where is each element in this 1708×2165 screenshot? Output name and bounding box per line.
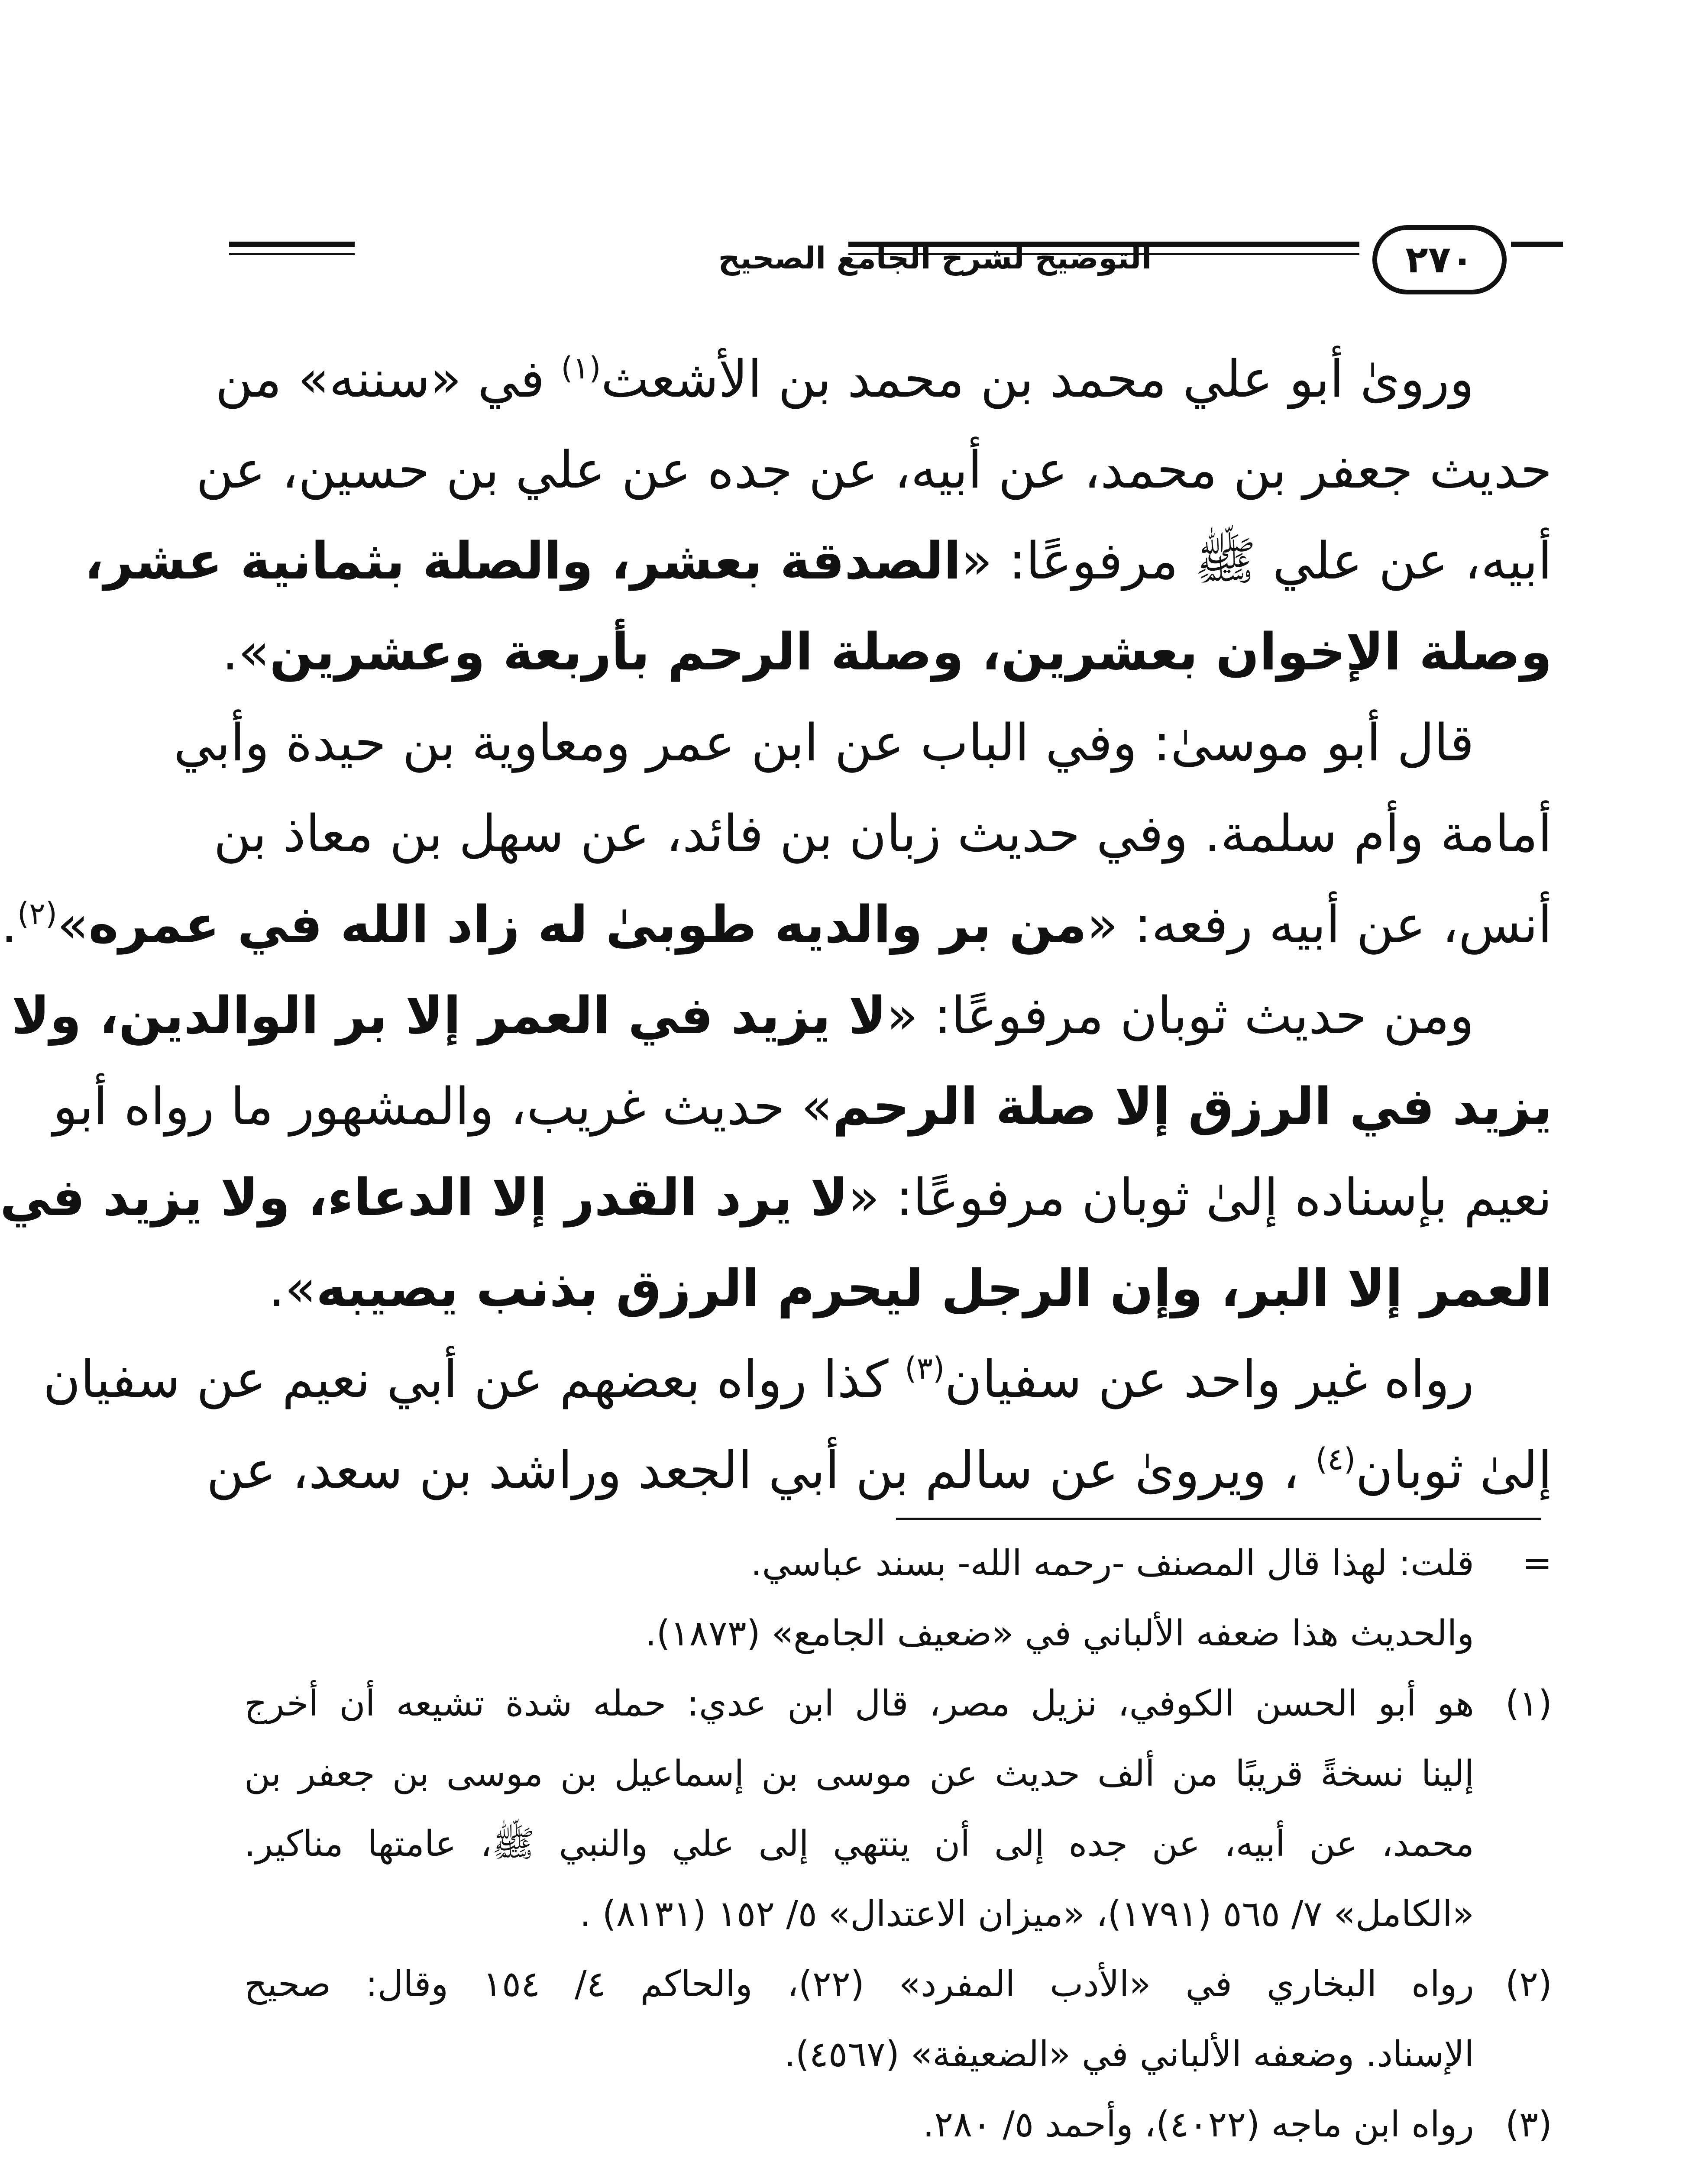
text-run: يزيد في الرزق إلا صلة الرحم (832, 1076, 1552, 1136)
footnote-line: رواه ابن ماجه (٤٠٢٢)، وأحمد ٥/ ٢٨٠. (923, 2104, 1474, 2145)
footnote-line: والحديث هذا ضعفه الألباني في «ضعيف الجامع» (١٨٧٣). (645, 1613, 1474, 1654)
footnote (244, 1599, 1552, 1669)
footnote-line (244, 2160, 1552, 2165)
footnote-ref: (٣) (905, 1351, 945, 1386)
text-run: قال أبو موسىٰ: وفي الباب عن ابن عمر ومعاوية بن حيدة وأبي (173, 713, 1474, 772)
main-text (0, 333, 1552, 1516)
footnote-number: (٣) (1505, 2104, 1552, 2145)
text-run: أنس، عن أبيه رفعه: « (1087, 895, 1552, 954)
running-title: التوضيح لشرح الجامع الصحيح (718, 240, 1152, 276)
text-line (244, 1243, 1552, 1334)
header-rule-right (1511, 242, 1563, 247)
footnote-ref: (٤) (1315, 1441, 1356, 1477)
footnote-line: «الكامل» ٧/ ٥٦٥ (١٧٩١)، «ميزان الاعتدال» ٥/ ١٥٢ (٨١٣١) . (579, 1894, 1474, 1935)
footnote-ref: (٢) (17, 896, 58, 931)
text-line (196, 424, 1552, 515)
text-run: إلىٰ ثوبان (1355, 1440, 1552, 1500)
text-run: الصدقة بعشر، والصلة بثمانية عشر، (84, 531, 961, 591)
footnote-line: رواه البخاري في «الأدب المفرد» (٢٢)، والحاكم ٤/ ١٥٤ وقال: صحيح (244, 1964, 1474, 2005)
text-run: ». (222, 622, 270, 682)
text-run: » حديث غريب، والمشهور ما رواه أبو (53, 1076, 833, 1136)
text-run: . (1, 895, 17, 954)
text-line (215, 333, 1552, 424)
footnote (244, 2090, 1552, 2160)
footnote-number: (١) (1505, 1683, 1552, 1724)
footnote (244, 1669, 1552, 1949)
text-line (43, 1334, 1552, 1425)
text-run: العمر إلا البر، وإن الرجل ليحرم الرزق بذنب يصيبه (316, 1258, 1552, 1318)
footnote-number: (٢) (1505, 1964, 1552, 2005)
footnote (244, 1528, 1552, 1599)
footnote (244, 1949, 1552, 2090)
header-rule-left-top (229, 242, 355, 247)
text-line (1, 879, 1552, 970)
text-run: في «سننه» من (215, 349, 561, 409)
footnote-line: هو أبو الحسن الكوفي، نزيل مصر، قال ابن عدي: حمله شدة تشيعه أن أخرج (244, 1683, 1474, 1724)
footnote-line: إلينا نسخةً قريبًا من ألف حديث عن موسى بن إسماعيل بن موسى بن جعفر بن (244, 1753, 1474, 1794)
text-run: كذا رواه بعضهم عن أبي نعيم عن سفيان (43, 1349, 905, 1409)
footnote-line: الإسناد. وضعفه الألباني في «الضعيفة» (٤٥٦٧). (784, 2034, 1474, 2075)
text-run: أمامة وأم سلمة. وفي حديث زبان بن فائد، عن سهل بن معاذ بن (214, 804, 1552, 863)
text-run: أبيه، عن علي ﷺ مرفوعًا: « (961, 531, 1552, 591)
text-run: لا يرد القدر إلا الدعاء، ولا يزيد في (0, 1167, 848, 1227)
text-run: ». (268, 1258, 316, 1318)
text-run: نعيم بإسناده إلىٰ ثوبان مرفوعًا: « (848, 1167, 1552, 1227)
text-line (214, 788, 1552, 879)
footnote-line: قلت: لهذا قال المصنف -رحمه الله- بسند عباسي. (750, 1543, 1474, 1584)
text-line (84, 515, 1552, 606)
page-number: ٢٧٠ (1405, 238, 1474, 281)
text-run: لا يزيد في العمر إلا بر الوالدين، ولا (11, 986, 887, 1045)
footnote-line: محمد، عن أبيه، عن جده إلى أن ينتهي إلى علي والنبي ﷺ، عامتها مناكير. (244, 1823, 1474, 1864)
page-number-badge (1372, 225, 1507, 294)
text-run: وصلة الإخوان بعشرين، وصلة الرحم بأربعة وعشرين (269, 622, 1552, 682)
text-run: ، ويروىٰ عن سالم بن أبي الجعد وراشد بن سعد، عن (206, 1440, 1316, 1500)
text-line (11, 970, 1552, 1061)
header-rule-mid-top (848, 242, 1359, 247)
footnote-number: = (1522, 1543, 1552, 1584)
header-rule-mid-bottom (848, 253, 1359, 255)
footnote (244, 2160, 1552, 2165)
header-rule-left-bottom (229, 253, 355, 255)
text-run: وروىٰ أبو علي محمد بن محمد بن الأشعث (601, 349, 1474, 409)
footnote-ref: (١) (561, 350, 601, 386)
footnotes (244, 1528, 1552, 2165)
text-run: من بر والديه طوبىٰ له زاد الله في عمره (88, 895, 1087, 954)
text-run: حديث جعفر بن محمد، عن أبيه، عن جده عن علي بن حسين، عن (196, 440, 1552, 500)
text-run: رواه غير واحد عن سفيان (945, 1349, 1474, 1409)
text-run: » (57, 895, 89, 954)
footnote-separator (896, 1518, 1541, 1520)
page-header (229, 216, 1563, 303)
text-line (53, 1061, 1552, 1152)
text-line (173, 697, 1552, 788)
text-run: ومن حديث ثوبان مرفوعًا: « (886, 986, 1474, 1045)
text-line (222, 606, 1552, 697)
text-line (206, 1425, 1552, 1516)
text-line (0, 1152, 1552, 1243)
